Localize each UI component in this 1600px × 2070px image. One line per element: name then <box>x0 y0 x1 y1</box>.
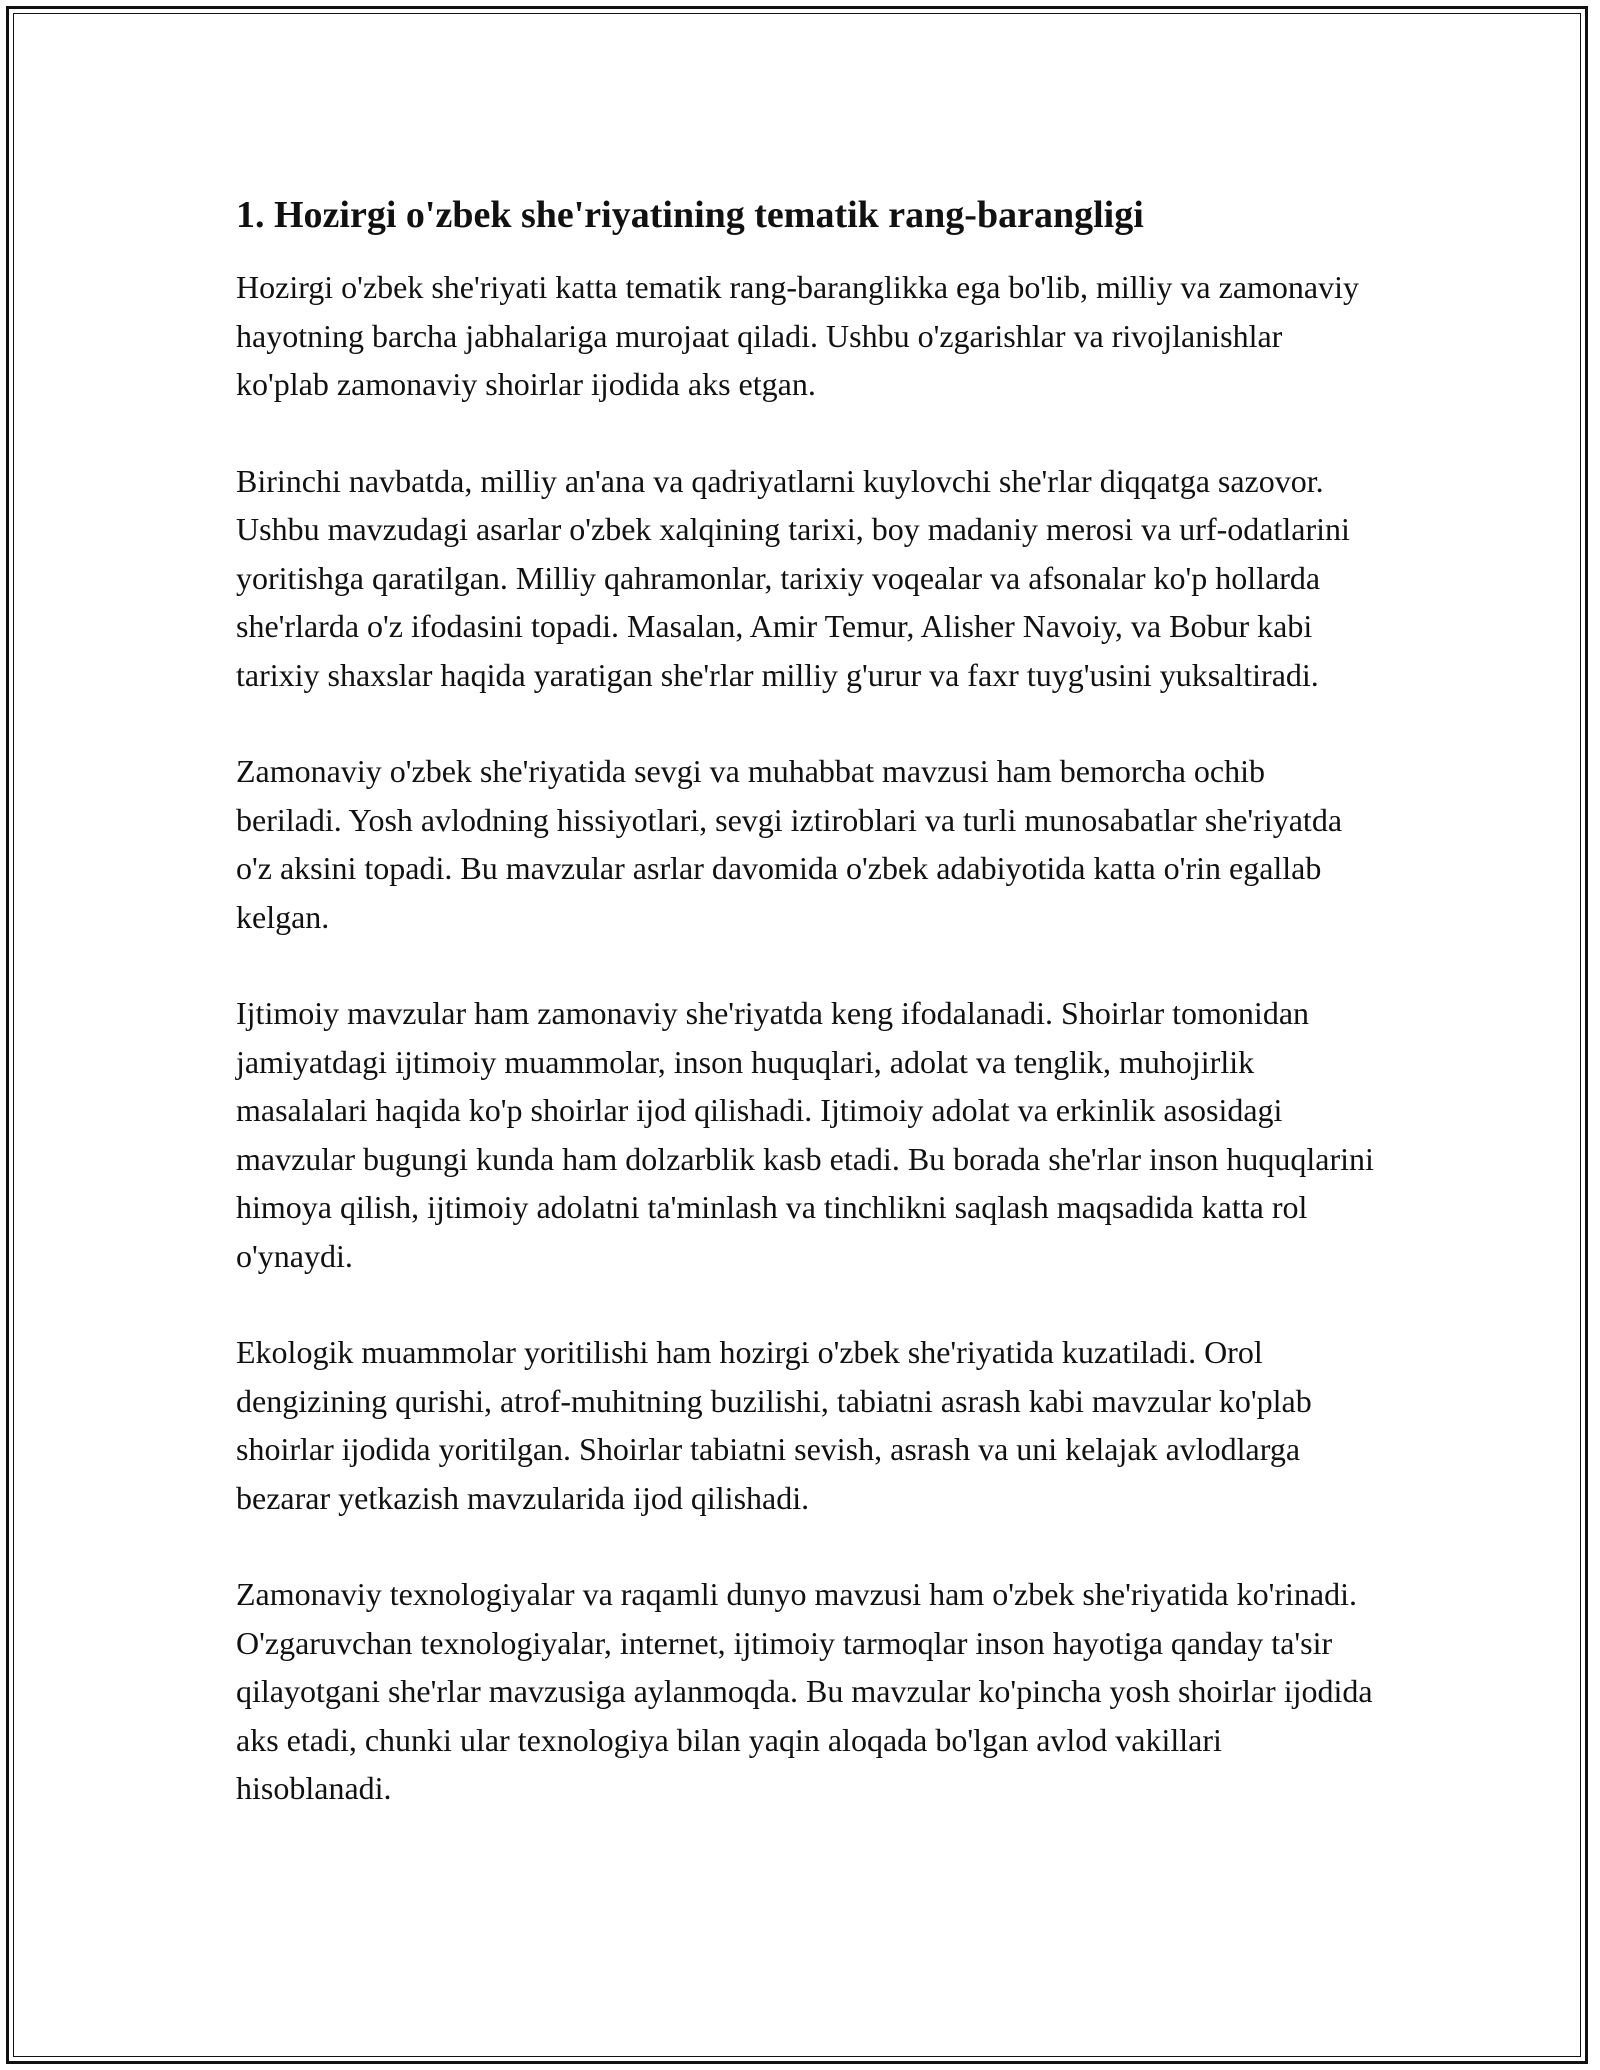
section-heading: 1. Hozirgi o'zbek she'riyatining tematik rang-barangligi <box>236 194 1144 236</box>
paragraph-intro: Hozirgi o'zbek she'riyati katta tematik rang-baranglikka ega bo'lib, milliy va zamonaviy hayotning barcha jabhalariga murojaat qiladi. Ushbu o'zgarishlar va rivojlanishlar ko'plab zamonaviy shoirlar ijodida aks etgan. <box>236 269 1360 402</box>
paragraph-national-traditions: Birinchi navbatda, milliy an'ana va qadriyatlarni kuylovchi she'rlar diqqatga sazovor. Ushbu mavzudagi asarlar o'zbek xalqining tarixi, boy madaniy merosi va urf-odatlarini yoritishga qaratilgan. Milliy qahramonlar, tarixiy voqealar va afsonalar ko'p hollarda she'rlarda o'z ifodasini topadi. Masalan, Amir Temur, Alisher Navoiy, va Bobur kabi tarixiy shaxslar haqida yaratigan she'rlar milliy g'urur va faxr tuyg'usini yuksaltiradi. <box>236 462 1350 693</box>
paragraph-ecology: Ekologik muammolar yoritilishi ham hozirgi o'zbek she'riyatida kuzatiladi. Orol dengizining qurishi, atrof-muhitning buzilishi, tabiatni asrash kabi mavzular ko'plab shoirlar ijodida yoritilgan. Shoirlar tabiatni sevish, asrash va uni kelajak avlodlarga bezarar yetkazish mavzularida ijod qilishadi. <box>236 1334 1312 1516</box>
paragraph-love-theme: Zamonaviy o'zbek she'riyatida sevgi va muhabbat mavzusi ham bemorcha ochib beriladi. Yosh avlodning hissiyotlari, sevgi iztiroblari va turli munosabatlar she'riyatda o'z aksini topadi. Bu mavzular asrlar davomida o'zbek adabiyotida katta o'rin egallab kelgan. <box>236 753 1343 935</box>
paragraph-social-themes: Ijtimoiy mavzular ham zamonaviy she'riyatda keng ifodalanadi. Shoirlar tomonidan jamiyatdagi ijtimoiy muammolar, inson huquqlari, adolat va tenglik, muhojirlik masalalari haqida ko'p shoirlar ijod qilishadi. Ijtimoiy adolat va erkinlik asosidagi mavzular bugungi kunda ham dolzarblik kasb etadi. Bu borada she'rlar inson huquqlarini himoya qilish, ijtimoiy adolatni ta'minlash va tinchlikni saqlash maqsadida katta rol o'ynaydi. <box>236 995 1374 1274</box>
document-body <box>236 187 1376 1861</box>
paragraph-technology: Zamonaviy texnologiyalar va raqamli dunyo mavzusi ham o'zbek she'riyatida ko'rinadi. O'zgaruvchan texnologiyalar, internet, ijtimoiy tarmoqlar inson hayotiga qanday ta'sir qilayotgani she'rlar mavzusiga aylanmoqda. Bu mavzular ko'pincha yosh shoirlar ijodida aks etadi, chunki ular texnologiya bilan yaqin aloqada bo'lgan avlod vakillari hisoblanadi. <box>236 1576 1373 1806</box>
